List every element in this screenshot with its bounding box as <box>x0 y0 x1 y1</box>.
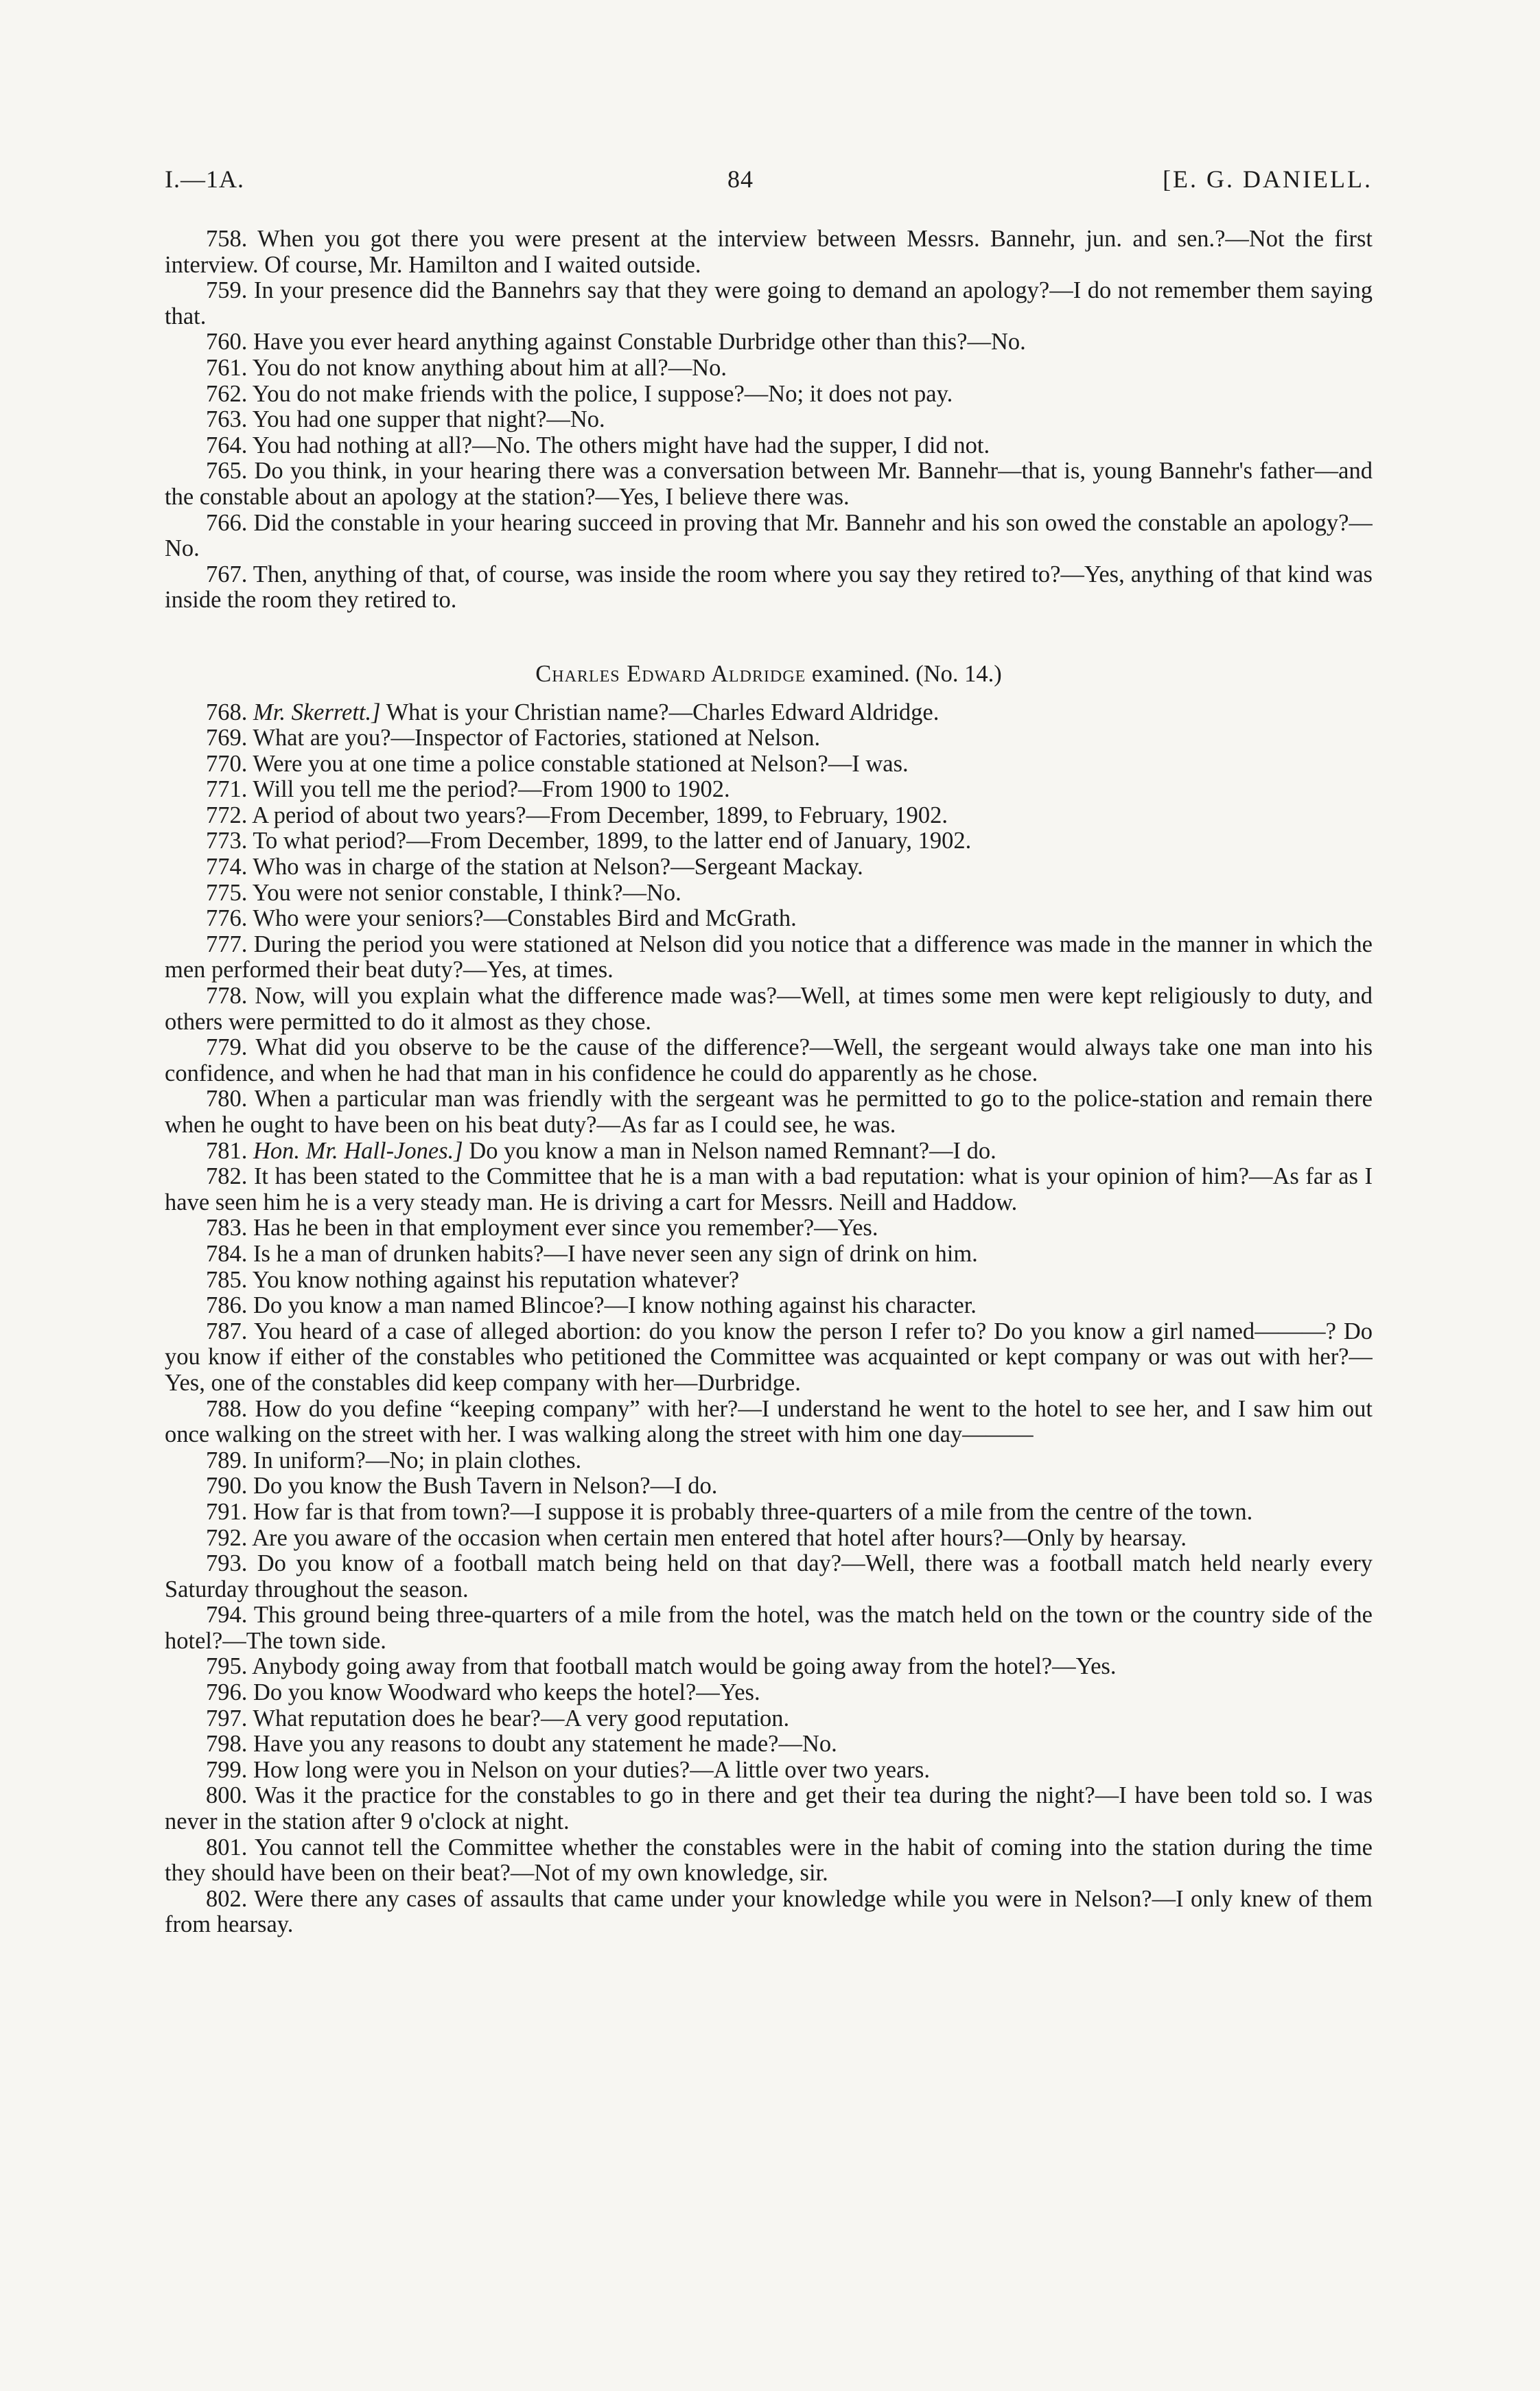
question-number: 773. <box>206 828 248 854</box>
question-number: 780. <box>206 1086 248 1112</box>
question-text: You know nothing against his reputation whatever? <box>252 1266 740 1293</box>
question-text: During the period you were stationed at Nelson did you notice that a difference was made in the manner in which the men performed their beat duty? <box>165 931 1373 983</box>
question-entry <box>165 1241 1373 1268</box>
question-text: Did the constable in your hearing succeed in proving that Mr. Bannehr and his son owed the constable an apology? <box>253 509 1349 536</box>
question-text: This ground being three-quarters of a mile from the hotel, was the match held on the town or the country side of the hotel? <box>165 1602 1373 1654</box>
question-entry <box>165 433 1373 459</box>
question-text: You do not know anything about him at all? <box>252 354 668 381</box>
answer-text: —I do. <box>650 1473 718 1500</box>
answer-text: —No. <box>165 509 1373 562</box>
question-entry <box>165 1139 1373 1165</box>
question-entry <box>165 700 1373 726</box>
question-entry <box>165 1448 1373 1474</box>
question-entry <box>165 355 1373 382</box>
question-text: Have you any reasons to doubt any statement he made? <box>253 1731 779 1758</box>
answer-text: —Well, at times some men were kept religiously to duty, and others were permitted to do it almost as they chose. <box>165 983 1373 1035</box>
question-entry <box>165 1602 1373 1654</box>
question-entry <box>165 1164 1373 1215</box>
question-entry <box>165 458 1373 510</box>
witness-heading <box>165 662 1373 688</box>
testimony-section-1 <box>165 226 1373 614</box>
question-number: 758. <box>206 226 248 252</box>
paper-reference: I.—1A. <box>165 165 244 193</box>
question-number: 791. <box>206 1498 248 1525</box>
question-number: 794. <box>206 1602 248 1629</box>
question-entry <box>165 1731 1373 1758</box>
question-number: 778. <box>206 983 248 1010</box>
question-text: Do you know a man named Blincoe? <box>253 1292 605 1319</box>
question-text: Do you know of a football match being held on that day? <box>257 1550 842 1577</box>
answer-text: —No. The others might have had the supper, I did not. <box>472 432 990 458</box>
answer-text: —Yes, I believe there was. <box>595 483 850 510</box>
answer-text: —I do. <box>929 1137 996 1164</box>
answer-text: —Not of my own knowledge, sir. <box>510 1860 828 1887</box>
question-text: Were you at one time a police constable stationed at Nelson? <box>253 750 828 777</box>
question-number: 801. <box>206 1834 248 1861</box>
question-text: Has he been in that employment ever since you remember? <box>253 1215 815 1241</box>
answer-text: —No. <box>778 1731 837 1758</box>
question-text: Have you ever heard anything against Constable Durbridge other than this? <box>253 329 968 355</box>
question-entry <box>165 1500 1373 1526</box>
speaker: Hon. Mr. Hall-Jones.] <box>253 1137 463 1164</box>
answer-text: —From December, 1899, to February, 1902. <box>526 802 948 828</box>
question-entry <box>165 1887 1373 1938</box>
question-entry <box>165 803 1373 829</box>
question-text: Are you aware of the occasion when certain men entered that hotel after hours? <box>252 1524 1003 1551</box>
question-number: 793. <box>206 1550 248 1577</box>
answer-text: —Yes. <box>696 1679 760 1706</box>
question-entry <box>165 932 1373 983</box>
question-number: 765. <box>206 458 248 485</box>
question-entry <box>165 828 1373 854</box>
answer-text: —Yes, one of the constables did keep company with her—Durbridge. <box>165 1344 1373 1396</box>
question-number: 775. <box>206 879 248 906</box>
answer-text: —Yes. <box>814 1215 878 1241</box>
answer-text: —Not the first interview. Of course, Mr. Hamilton and I waited outside. <box>165 226 1373 278</box>
question-text: How far is that from town? <box>253 1498 511 1525</box>
question-text: What is your Christian name? <box>386 699 669 725</box>
question-number: 776. <box>206 905 248 932</box>
question-text: You heard of a case of alleged abortion: do you know the person I refer to? Do you know a girl named———? Do you know if either of the constables who petitioned the Committee was acquainted or kept company or was out with her? <box>165 1318 1373 1371</box>
question-number: 802. <box>206 1885 248 1912</box>
question-text: Now, will you explain what the difference made was? <box>255 983 778 1010</box>
question-text: You had nothing at all? <box>252 432 473 458</box>
question-text: Will you tell me the period? <box>253 776 519 803</box>
witness-reference: [E. G. DANIELL. <box>1163 165 1373 193</box>
question-entry <box>165 880 1373 907</box>
question-text: What reputation does he bear? <box>253 1705 541 1731</box>
answer-text: —From 1900 to 1902. <box>518 776 730 803</box>
question-number: 759. <box>206 277 248 304</box>
answer-text: —No; it does not pay. <box>744 380 953 407</box>
witness-number: (No. 14.) <box>915 660 1002 687</box>
answer-text: —Sergeant Mackay. <box>670 854 863 880</box>
question-number: 784. <box>206 1240 248 1267</box>
question-text: A period of about two years? <box>252 802 526 828</box>
answer-text: —Yes. <box>1052 1653 1117 1680</box>
question-entry <box>165 906 1373 932</box>
question-text: You were not senior constable, I think? <box>252 879 623 906</box>
answer-text: —Yes, anything of that kind was inside the room they retired to. <box>165 561 1373 614</box>
question-text: Then, anything of that, of course, was inside the room where you say they retired to? <box>253 561 1061 587</box>
answer-text: —Only by hearsay. <box>1003 1524 1187 1551</box>
question-text: You cannot tell the Committee whether the constables were in the habit of coming into the station during the time they should have been on their beat? <box>165 1834 1373 1887</box>
question-text: Who was in charge of the station at Nelson? <box>253 854 671 880</box>
answer-text: —Well, there was a football match held nearly every Saturday throughout the season. <box>165 1550 1373 1602</box>
question-number: 781. <box>206 1137 248 1164</box>
answer-text: —Yes, at times. <box>463 957 614 983</box>
answer-text: —I understand he went to the hotel to see her, and I saw him out once walking on the street with her. I was walking along the street with him one day——— <box>165 1395 1373 1448</box>
speaker: Mr. Skerrett.] <box>253 699 381 725</box>
running-header <box>165 165 1373 203</box>
question-number: 797. <box>206 1705 248 1731</box>
question-text: Who were your seniors? <box>253 905 484 932</box>
question-entry <box>165 382 1373 408</box>
question-number: 761. <box>206 354 248 381</box>
question-text: When a particular man was friendly with the sergeant was he permitted to go to the police-station and remain there when he ought to have been on his beat duty? <box>165 1086 1373 1138</box>
question-number: 762. <box>206 380 248 407</box>
question-number: 789. <box>206 1447 248 1473</box>
question-entry <box>165 1035 1373 1086</box>
question-number: 763. <box>206 406 248 433</box>
question-entry <box>165 983 1373 1035</box>
answer-text: —Constables Bird and McGrath. <box>483 905 797 932</box>
document-page <box>165 165 1373 2320</box>
answer-text: —Inspector of Factories, stationed at Nelson. <box>390 725 821 751</box>
question-number: 772. <box>206 802 248 828</box>
question-entry <box>165 1526 1373 1552</box>
question-entry <box>165 725 1373 751</box>
answer-text: —No. <box>622 879 681 906</box>
question-entry <box>165 1680 1373 1706</box>
question-entry <box>165 1758 1373 1784</box>
question-number: 779. <box>206 1034 248 1061</box>
answer-text: —As far as I have seen him he is a very steady man. He is driving a cart for Messrs. Neill and Haddow. <box>165 1163 1373 1215</box>
question-text: To what period? <box>253 828 407 854</box>
transcript-body <box>165 226 1373 1938</box>
question-number: 796. <box>206 1679 248 1706</box>
question-entry <box>165 407 1373 433</box>
question-text: How do you define “keeping company” with her? <box>255 1395 738 1422</box>
question-entry <box>165 1835 1373 1887</box>
answer-text: —I have been told so. I was never in the station after 9 o'clock at night. <box>165 1782 1373 1835</box>
answer-text: —I have never seen any sign of drink on him. <box>544 1240 978 1267</box>
answer-text: —I know nothing against his character. <box>604 1292 977 1319</box>
question-entry <box>165 226 1373 278</box>
answer-text: —I suppose it is probably three-quarters of a mile from the centre of the town. <box>510 1498 1253 1525</box>
answer-text: —I only knew of them from hearsay. <box>165 1885 1373 1938</box>
answer-text: —Well, the sergeant would always take one man into his confidence, and when he had that man in his confidence he could do apparently as he chose. <box>165 1034 1373 1086</box>
answer-text: —I was. <box>828 750 909 777</box>
question-number: 774. <box>206 854 248 880</box>
question-entry <box>165 1654 1373 1680</box>
question-number: 800. <box>206 1782 248 1809</box>
answer-text: —A very good reputation. <box>540 1705 790 1731</box>
question-entry <box>165 1473 1373 1500</box>
question-number: 766. <box>206 509 248 536</box>
question-number: 786. <box>206 1292 248 1319</box>
question-text: It has been stated to the Committee that he is a man with a bad reputation: what is your opinion of him? <box>253 1163 1249 1190</box>
question-text: What did you observe to be the cause of the difference? <box>255 1034 810 1061</box>
question-number: 770. <box>206 750 248 777</box>
answer-text: —As far as I could see, he was. <box>596 1112 896 1138</box>
question-number: 795. <box>206 1653 248 1680</box>
question-text: How long were you in Nelson on your duties? <box>253 1756 690 1783</box>
question-text: In uniform? <box>253 1447 366 1473</box>
question-text: Was it the practice for the constables to go in there and get their tea during the night? <box>255 1782 1095 1809</box>
question-text: Do you know the Bush Tavern in Nelson? <box>253 1473 651 1500</box>
question-number: 799. <box>206 1756 248 1783</box>
question-text: What are you? <box>253 725 391 751</box>
question-entry <box>165 562 1373 614</box>
question-number: 769. <box>206 725 248 751</box>
question-text: Were there any cases of assaults that came under your knowledge while you were in Nelson? <box>254 1885 1152 1912</box>
question-entry <box>165 777 1373 803</box>
question-entry <box>165 1783 1373 1834</box>
answer-text: —No. <box>668 354 727 381</box>
question-number: 767. <box>206 561 248 587</box>
question-text: You had one supper that night? <box>252 406 547 433</box>
question-text: You do not make friends with the police, I suppose? <box>252 380 745 407</box>
answer-text: —No; in plain clothes. <box>365 1447 582 1473</box>
question-number: 760. <box>206 329 248 355</box>
question-entry <box>165 1551 1373 1602</box>
question-entry <box>165 1397 1373 1448</box>
question-number: 788. <box>206 1395 248 1422</box>
question-number: 787. <box>206 1318 248 1344</box>
question-number: 777. <box>206 931 248 957</box>
question-number: 782. <box>206 1163 248 1190</box>
question-text: In your presence did the Bannehrs say that they were going to demand an apology? <box>253 277 1050 304</box>
question-entry <box>165 329 1373 355</box>
question-entry <box>165 278 1373 329</box>
question-entry <box>165 854 1373 880</box>
question-entry <box>165 1706 1373 1732</box>
answer-text: —From December, 1899, to the latter end of January, 1902. <box>406 828 972 854</box>
page-number: 84 <box>727 165 754 193</box>
answer-text: —No. <box>546 406 605 433</box>
question-entry <box>165 1086 1373 1138</box>
question-number: 798. <box>206 1731 248 1758</box>
question-text: Is he a man of drunken habits? <box>253 1240 544 1267</box>
answer-text: —A little over two years. <box>690 1756 930 1783</box>
question-number: 792. <box>206 1524 248 1551</box>
question-text: Do you think, in your hearing there was a conversation between Mr. Bannehr—that is, young Bannehr's father—and the constable about an apology at the station? <box>165 458 1373 510</box>
question-entry <box>165 1293 1373 1319</box>
question-number: 764. <box>206 432 248 458</box>
question-text: Anybody going away from that football match would be going away from the hotel? <box>252 1653 1053 1680</box>
question-number: 783. <box>206 1215 248 1241</box>
question-text: When you got there you were present at the interview between Messrs. Bannehr, jun. and sen.? <box>257 226 1226 252</box>
answer-text: —Charles Edward Aldridge. <box>668 699 940 725</box>
question-entry <box>165 511 1373 562</box>
question-text: Do you know a man in Nelson named Remnant? <box>469 1137 930 1164</box>
question-entry <box>165 1319 1373 1397</box>
testimony-section-2 <box>165 700 1373 1939</box>
question-text: Do you know Woodward who keeps the hotel? <box>253 1679 697 1706</box>
witness-name: Charles Edward Aldridge <box>535 660 806 687</box>
witness-status: examined. <box>811 660 910 687</box>
question-entry <box>165 1268 1373 1294</box>
question-number: 768. <box>206 699 248 725</box>
question-number: 771. <box>206 776 248 803</box>
answer-text: —The town side. <box>222 1627 386 1654</box>
answer-text: —No. <box>967 329 1026 355</box>
question-entry <box>165 751 1373 778</box>
question-number: 785. <box>206 1266 248 1293</box>
answer-text: —I do not remember them saying that. <box>165 277 1373 329</box>
question-number: 790. <box>206 1473 248 1500</box>
question-entry <box>165 1215 1373 1241</box>
